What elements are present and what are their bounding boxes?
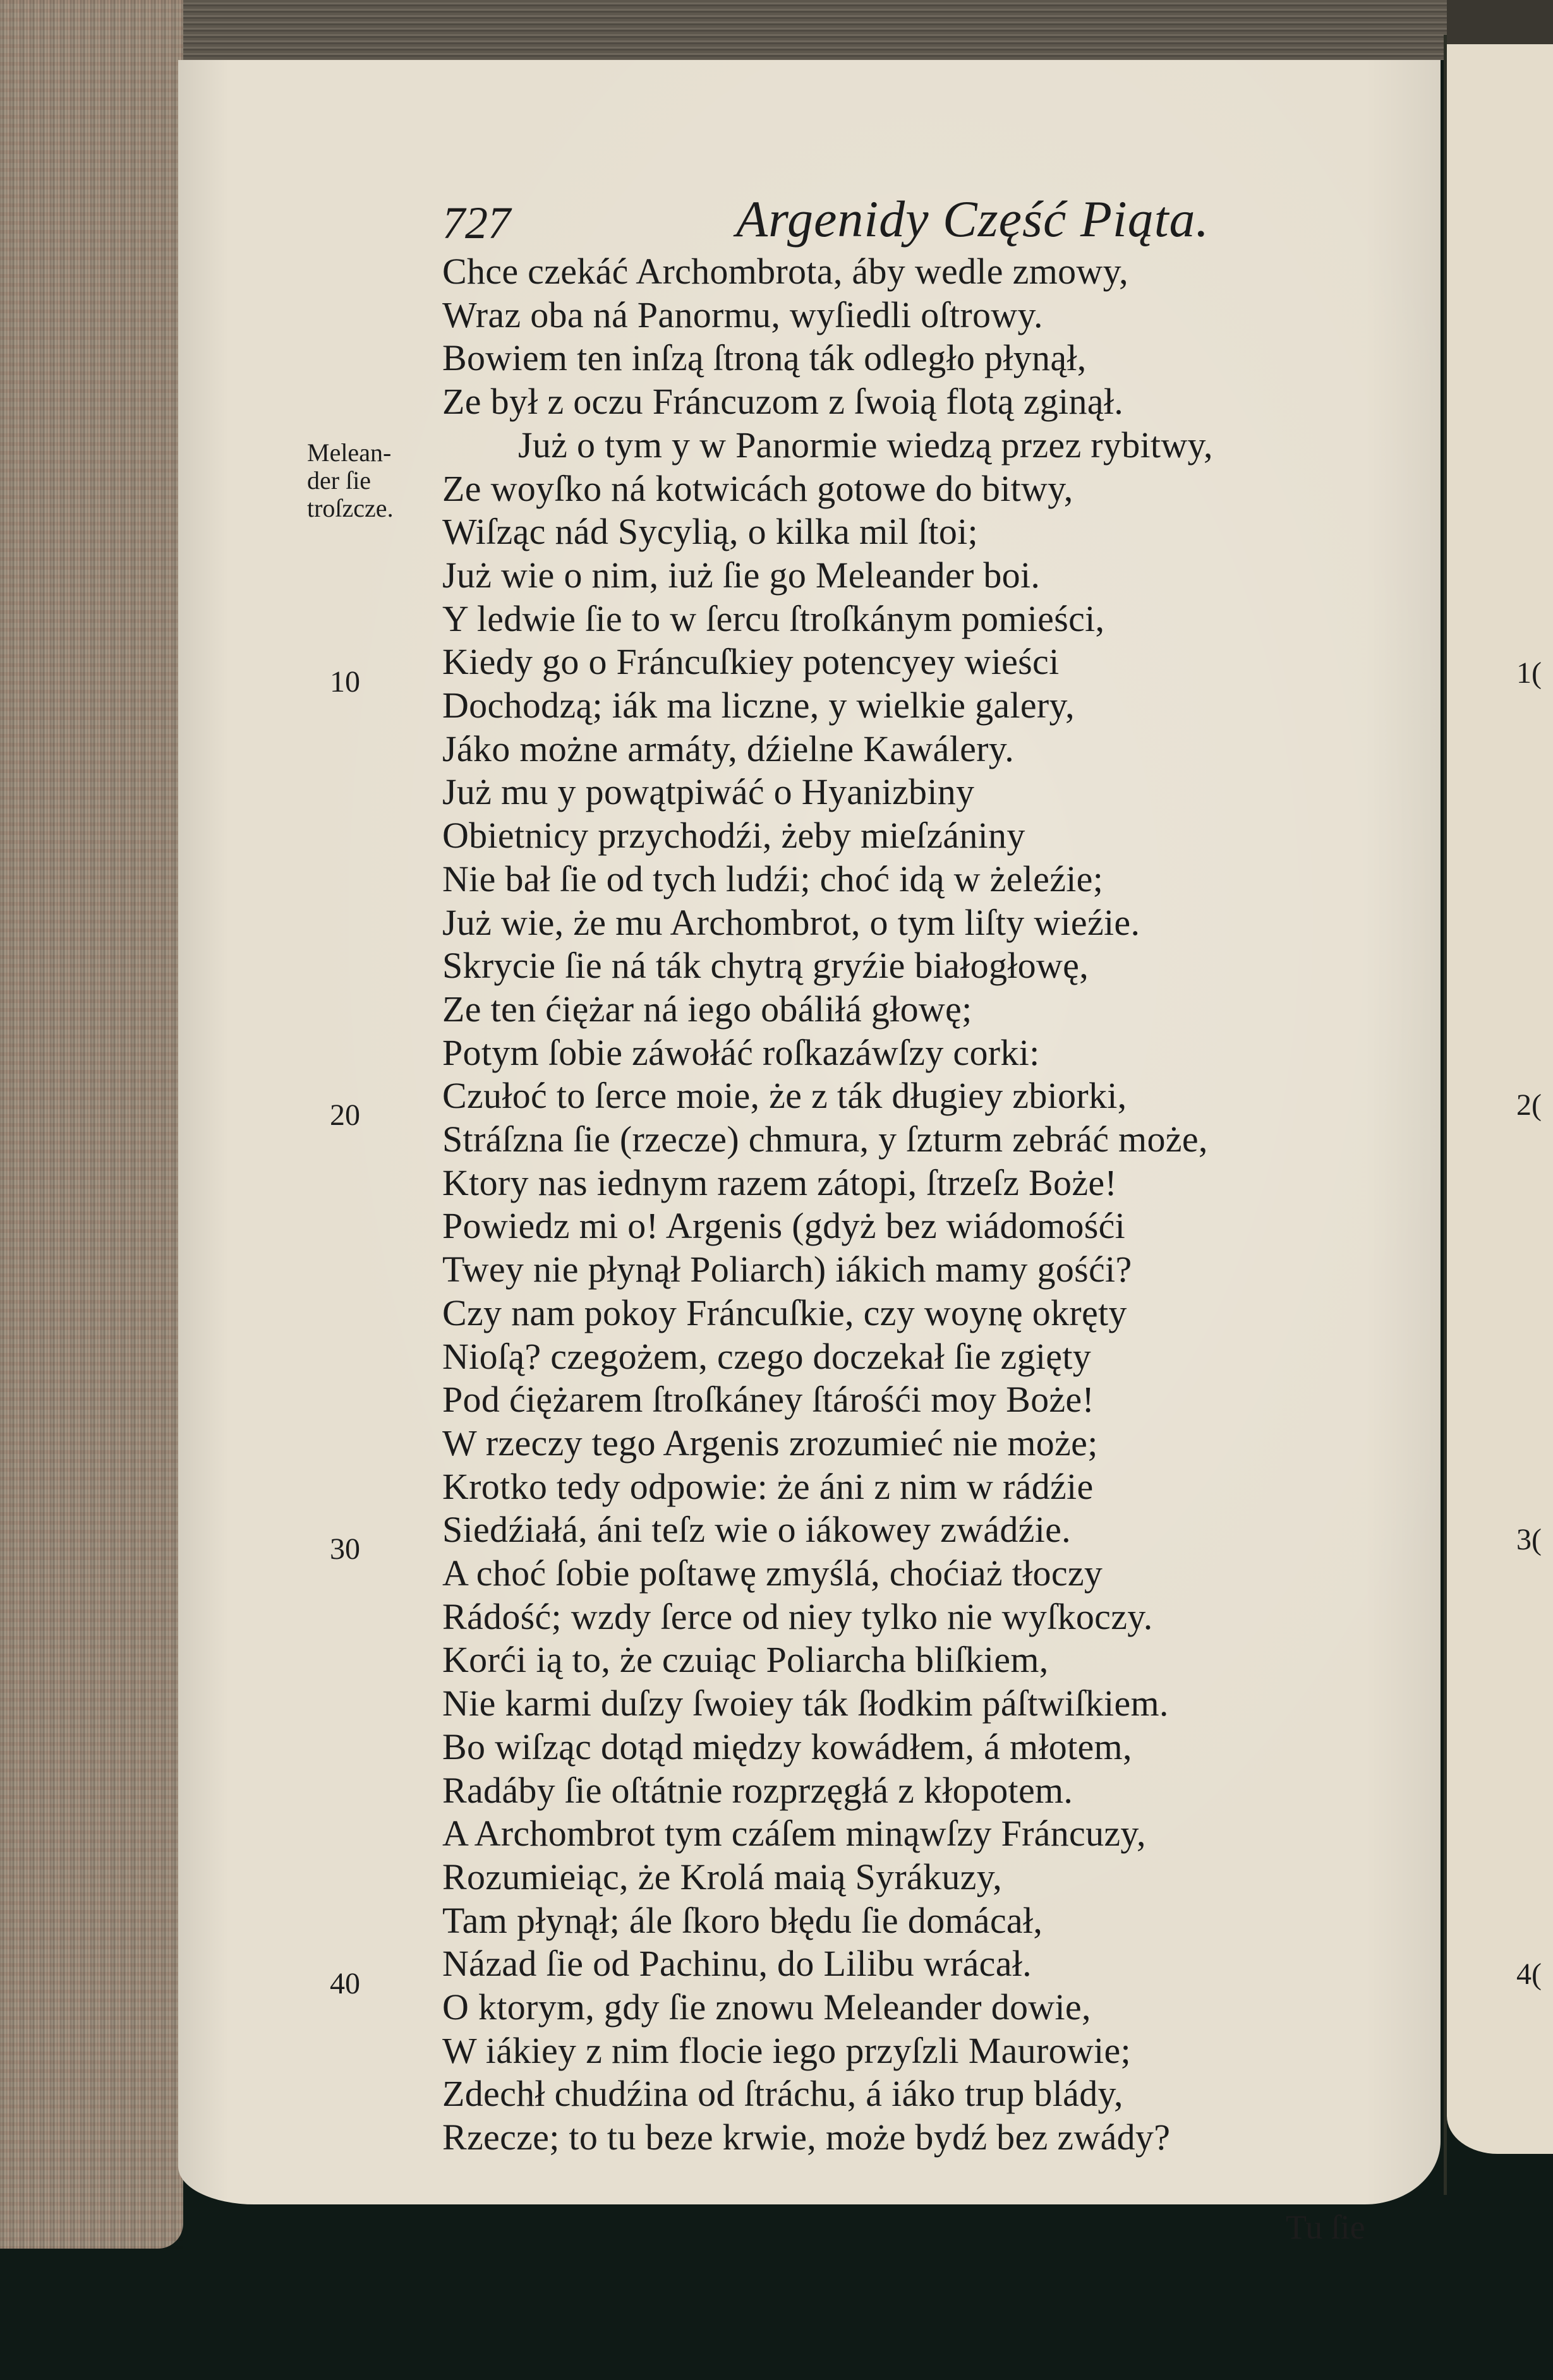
poem-line: Rzecze; to tu beze krwie, może bydź bez zwády?: [442, 2117, 1171, 2158]
page-gutter: [1444, 35, 1447, 2195]
poem-line: Już mu y powątpiwáć o Hyanizbiny: [442, 771, 975, 812]
poem-line: Chce czekáć Archombrota, áby wedle zmowy,: [442, 251, 1128, 292]
page-number: 727: [442, 198, 511, 248]
poem-line: W rzeczy tego Argenis zrozumieć nie może;: [442, 1422, 1098, 1463]
poem-line: Jáko możne armáty, dźielne Kawálery.: [442, 728, 1015, 769]
line-number: 30: [330, 1532, 360, 1566]
poem-line: Nie karmi duſzy ſwoiey ták ſłodkim páſtwiſkiem.: [442, 1683, 1169, 1724]
page-stack-fore-edge: [0, 0, 183, 2249]
poem-line: O ktorym, gdy ſie znowu Meleander dowie,: [442, 1986, 1091, 2028]
poem-line: Obietnicy przychodźi, żeby mieſzániny: [442, 815, 1025, 856]
poem-line: Tam płynął; ále ſkoro błędu ſie domácał,: [442, 1900, 1043, 1941]
poem-line: Korći ią to, że czuiąc Poliarcha bliſkiem,: [442, 1639, 1049, 1680]
poem-line: Kiedy go o Fráncuſkiey potencyey wieści: [442, 641, 1060, 682]
poem-line: Bowiem ten inſzą ſtroną ták odległo płynął,: [442, 337, 1087, 378]
poem-line: Skrycie ſie ná ták chytrą gryźie białogłowę,: [442, 945, 1089, 986]
poem-line: Rádość; wzdy ſerce od niey tylko nie wyſkoczy.: [442, 1596, 1153, 1637]
facing-line-number: 2(: [1516, 1088, 1542, 1122]
poem-line: Ktory nas iednym razem zátopi, ſtrzeſz Boże!: [442, 1162, 1118, 1203]
binding-shadow: [1447, 0, 1553, 51]
poem-line: Ze ten ćiężar ná iego obáliłá głowę;: [442, 989, 972, 1030]
poem-line: W iákiey z nim flocie iego przyſzli Maurowie;: [442, 2030, 1131, 2071]
poem-line: Pod ćiężarem ſtroſkáney ſtárośći moy Boże!: [442, 1379, 1095, 1420]
poem-line: Y ledwie ſie to w ſercu ſtroſkánym pomieści,: [442, 598, 1105, 639]
poem-line: Dochodzą; iák ma liczne, y wielkie galery,: [442, 685, 1075, 726]
line-number: 40: [330, 1967, 360, 2000]
running-title: Argenidy Część Piąta.: [736, 190, 1209, 248]
poem-line: Rozumieiąc, że Krolá maią Syrákuzy,: [442, 1856, 1003, 1897]
poem-line: Twey nie płynął Poliarch) iákich mamy gośći?: [442, 1249, 1132, 1290]
poem-line: Już wie, że mu Archombrot, o tym liſty wieźie.: [442, 902, 1140, 943]
top-page-edges: [0, 0, 1553, 60]
poem-line: A choć ſobie poſtawę zmyślá, choćiaż tłoczy: [442, 1553, 1103, 1594]
line-number: 20: [330, 1098, 360, 1132]
poem-line: Názad ſie od Pachinu, do Lilibu wrácał.: [442, 1943, 1032, 1984]
poem-line: Wraz oba ná Panormu, wyſiedli oſtrowy.: [442, 294, 1043, 335]
poem-line: Radáby ſie oſtátnie rozprzęgłá z kłopotem.: [442, 1770, 1073, 1811]
poem-line: Czy nam pokoy Fráncuſkie, czy woynę okręty: [442, 1292, 1127, 1333]
margin-note: [307, 439, 394, 522]
poem-line: Ze woyſko ná kotwicách gotowe do bitwy,: [442, 468, 1073, 509]
margin-note-line: Melean-: [307, 438, 392, 467]
catchword: Tu ſie: [1286, 2208, 1365, 2246]
margin-note-line: troſzcze.: [307, 494, 394, 522]
poem-line: Powiedz mi o! Argenis (gdyż bez wiádomośći: [442, 1205, 1126, 1246]
poem-line: Już wie o nim, iuż ſie go Meleander boi.: [442, 555, 1041, 596]
facing-line-number: 1(: [1516, 656, 1542, 690]
poem-line: Czułoć to ſerce moie, że z ták długiey zbiorki,: [442, 1075, 1127, 1116]
poem-line: Ze był z oczu Fráncuzom z ſwoią flotą zginął.: [442, 381, 1124, 422]
line-number: 10: [330, 665, 360, 699]
poem-line: Stráſzna ſie (rzecze) chmura, y ſzturm zebráć może,: [442, 1119, 1208, 1160]
poem-line: A Archombrot tym czáſem minąwſzy Fráncuzy,: [442, 1813, 1146, 1854]
facing-line-number: 4(: [1516, 1957, 1542, 1991]
poem-line: Potym ſobie záwołáć roſkazáwſzy corki:: [442, 1032, 1040, 1073]
poem-line: Krotko tedy odpowie: że áni z nim w rádźie: [442, 1466, 1094, 1507]
facing-line-number: 3(: [1516, 1523, 1542, 1556]
poem-line: Siedźiałá, áni teſz wie o iákowey zwádźie.: [442, 1509, 1071, 1550]
poem-line: Bo wiſząc dotąd między kowádłem, á młotem,: [442, 1726, 1132, 1767]
poem-line: Wiſząc nád Sycylią, o kilka mil ſtoi;: [442, 511, 978, 552]
poem-line: Nioſą? czegożem, czego doczekał ſie zgięty: [442, 1336, 1092, 1377]
poem-line: Nie bał ſie od tych ludźi; choć idą w żeleźie;: [442, 858, 1104, 899]
poem-line: Już o tym y w Panormie wiedzą przez rybitwy,: [518, 424, 1213, 466]
margin-note-line: der ſie: [307, 466, 372, 495]
poem-line: Zdechł chudźina od ſtráchu, á iáko trup blády,: [442, 2073, 1123, 2114]
